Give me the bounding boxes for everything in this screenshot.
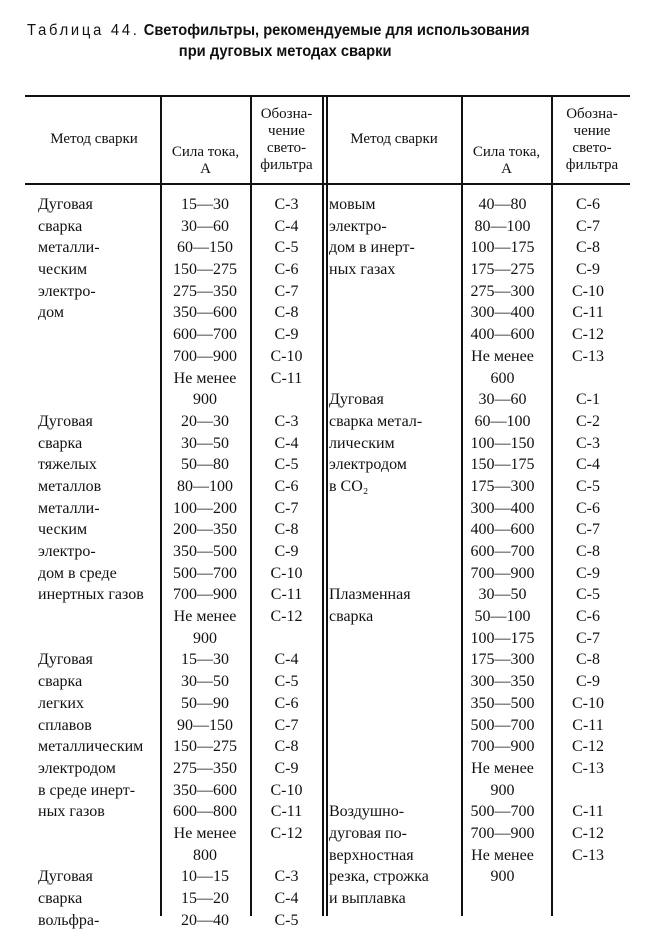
table-body (28, 194, 633, 931)
filter-cell: С-13 (572, 759, 604, 777)
filter-cell (548, 780, 628, 802)
table-number: Таблица 44. (27, 22, 140, 39)
method-cell (323, 346, 457, 368)
method-cell: в среде инерт- (38, 781, 136, 799)
method-cell (323, 736, 457, 758)
current-cell: 100—150 (470, 434, 535, 452)
current-cell: 40—80 (478, 196, 527, 213)
table-row (28, 237, 633, 259)
method-cell (28, 346, 160, 368)
current-cell: 275—350 (173, 282, 237, 300)
method-cell: Дуговая (329, 391, 384, 409)
current-cell: 150—275 (173, 261, 237, 279)
filter-cell: С-6 (274, 477, 299, 495)
method-cell: ных газах (329, 261, 396, 279)
filter-cell: С-4 (576, 456, 600, 474)
filter-cell: С-11 (270, 803, 303, 821)
filter-cell: С-3 (274, 412, 299, 430)
method-cell: ческим (38, 521, 88, 539)
current-cell: 300—400 (470, 304, 535, 322)
current-cell: 400—600 (470, 326, 535, 344)
current-cell: 500—700 (173, 564, 237, 582)
method-cell: Плазменная (329, 586, 411, 604)
current-cell (457, 910, 548, 932)
filter-cell: С-11 (270, 369, 303, 387)
table-row (28, 563, 633, 585)
filter-cell: С-5 (274, 239, 299, 257)
method-cell (28, 606, 160, 628)
method-cell (28, 389, 160, 411)
method-cell: мовым (329, 196, 376, 213)
current-cell: 80—100 (177, 477, 233, 495)
filter-cell: С-5 (274, 673, 299, 691)
method-cell: вольфра- (38, 911, 100, 929)
method-cell: сварка (329, 608, 374, 626)
current-cell: 800 (193, 846, 217, 864)
method-cell (323, 715, 457, 737)
table-row (28, 476, 633, 498)
table-row (28, 606, 633, 628)
method-cell: в CO₂ (329, 477, 369, 495)
current-cell: 700—900 (173, 586, 237, 604)
filter-cell: С-7 (576, 521, 600, 539)
method-cell (323, 519, 457, 541)
current-cell: 300—400 (470, 499, 535, 517)
method-cell (323, 368, 457, 390)
method-cell: ных газов (38, 803, 105, 821)
filter-cell: С-11 (572, 304, 604, 322)
current-cell: 350—600 (173, 304, 237, 322)
method-cell: Дуговая (38, 651, 93, 669)
method-cell (323, 910, 457, 932)
table-row (28, 649, 633, 671)
filter-cell: С-12 (572, 824, 604, 842)
table-row (28, 584, 633, 606)
method-cell: электро- (329, 217, 387, 235)
header-method-right (327, 96, 461, 183)
title-line-1: Светофильтры, рекомендуемые для использования (143, 22, 530, 39)
filter-cell: С-12 (270, 824, 303, 842)
method-cell (28, 823, 160, 845)
current-cell: 20—40 (181, 911, 229, 929)
method-cell (323, 693, 457, 715)
method-cell: металли- (38, 499, 100, 517)
filter-cell: С-4 (274, 434, 299, 452)
filter-cell: С-6 (274, 694, 299, 712)
filter-cell: С-10 (572, 694, 604, 712)
current-cell: 175—275 (470, 261, 535, 279)
method-cell (323, 498, 457, 520)
header-text: Сила тока, (171, 143, 240, 160)
table-row (28, 541, 633, 563)
filter-cell: С-6 (274, 261, 299, 279)
header-text: Обозна- (566, 105, 618, 122)
header-text: чение (573, 122, 611, 139)
header-text: Метод сварки (50, 131, 138, 147)
current-cell: 175—300 (470, 477, 535, 495)
current-cell: Не менее (173, 824, 237, 842)
method-cell: металлов (38, 477, 102, 495)
current-cell: 600—700 (173, 326, 237, 344)
filter-cell: С-13 (572, 846, 604, 864)
filter-cell: С-4 (274, 890, 299, 907)
method-cell: Воздушно- (329, 803, 405, 821)
filter-cell (548, 910, 628, 932)
header-text: фильтра (260, 156, 313, 173)
method-cell: электро- (38, 543, 96, 560)
current-cell: 20—30 (181, 412, 229, 430)
header-current-left (161, 117, 250, 204)
current-cell: 100—175 (470, 239, 535, 257)
current-cell: 275—300 (470, 282, 535, 300)
current-cell: 50—90 (181, 694, 229, 712)
current-cell: 700—900 (470, 564, 535, 582)
method-cell: сварка (38, 434, 83, 452)
filter-cell: С-12 (572, 738, 604, 756)
filter-cell: С-9 (274, 759, 299, 777)
method-cell: тяжелых (38, 456, 97, 474)
current-cell: 600—700 (470, 543, 535, 560)
method-cell: электродом (38, 759, 116, 777)
table-row (28, 801, 633, 823)
method-cell: дом (38, 304, 64, 322)
method-cell (323, 671, 457, 693)
method-cell: и выплавка (329, 890, 406, 907)
method-cell: сварка метал- (329, 412, 423, 430)
method-cell (323, 649, 457, 671)
filter-cell: С-3 (274, 196, 299, 213)
header-text: Сила тока, (472, 143, 541, 160)
current-cell: 30—50 (181, 434, 229, 452)
method-cell (323, 324, 457, 346)
filter-cell: С-5 (576, 586, 600, 604)
method-cell: сплавов (38, 716, 92, 734)
filter-cell: С-12 (572, 326, 604, 344)
table-row (28, 628, 633, 650)
current-cell: 900 (193, 629, 217, 647)
method-cell: легких (38, 694, 84, 712)
filter-cell: С-9 (576, 564, 600, 582)
table-row (28, 194, 633, 216)
filter-cell: С-7 (576, 217, 600, 235)
current-cell: 900 (490, 781, 515, 799)
method-cell (28, 324, 160, 346)
current-cell: 30—50 (478, 586, 527, 604)
method-cell: инертных газов (38, 586, 144, 604)
current-cell: Не менее (471, 846, 534, 864)
header-text: свето- (572, 139, 612, 156)
method-cell: сварка (38, 890, 83, 907)
table-row (28, 823, 633, 845)
filter-cell: С-4 (274, 217, 299, 235)
filter-cell: С-8 (576, 651, 600, 669)
table-row (28, 866, 633, 888)
method-cell: дом в инерт- (329, 239, 415, 257)
current-cell: 15—30 (181, 651, 229, 669)
current-cell: Не менее (173, 369, 237, 387)
current-cell: 100—175 (470, 629, 535, 647)
method-cell: ческим (38, 261, 88, 279)
filter-cell: С-8 (274, 521, 299, 539)
method-cell: дуговая по- (329, 824, 407, 842)
filter-cell: С-6 (576, 196, 600, 213)
filter-cell: С-7 (576, 629, 600, 647)
filter-cell (548, 368, 628, 390)
filter-cell: С-9 (274, 543, 299, 560)
filter-cell: С-7 (274, 282, 299, 300)
current-cell: 200—350 (173, 521, 237, 539)
header-text: Метод сварки (350, 131, 438, 147)
current-cell: 60—100 (474, 412, 531, 430)
filter-cell: С-11 (572, 803, 604, 821)
method-cell: лическим (329, 434, 395, 452)
table-row (28, 498, 633, 520)
filter-cell: С-7 (274, 499, 299, 517)
current-cell (457, 888, 548, 910)
current-cell: 600 (490, 369, 515, 387)
filter-cell: С-13 (572, 347, 604, 365)
header-filter-right (552, 96, 632, 183)
current-cell: 30—50 (181, 673, 229, 691)
method-cell (323, 563, 457, 585)
method-cell: металлическим (38, 738, 144, 756)
method-cell (28, 628, 160, 650)
method-cell: дом в среде (38, 564, 117, 582)
current-cell: Не менее (471, 347, 534, 365)
filter-cell (548, 866, 628, 888)
title-line-2: при дуговых методах сварки (178, 43, 392, 60)
current-cell: 30—60 (181, 217, 229, 235)
current-cell: 100—200 (173, 499, 237, 517)
current-cell: 50—80 (181, 456, 229, 474)
filter-cell: С-10 (270, 781, 303, 799)
filter-cell: С-9 (576, 673, 600, 691)
table-row (28, 910, 633, 932)
table-row (28, 888, 633, 910)
table-title (27, 20, 579, 62)
method-cell: Дуговая (38, 196, 93, 213)
method-cell: Дуговая (38, 868, 93, 886)
filter-cell (250, 628, 323, 650)
table-row (28, 780, 633, 802)
method-cell: сварка (38, 217, 83, 235)
current-cell: 80—100 (474, 217, 531, 235)
current-cell: 175—300 (470, 651, 535, 669)
current-cell: 700—900 (470, 824, 535, 842)
method-cell (323, 302, 457, 324)
filter-cell: С-4 (274, 651, 299, 669)
current-cell: 90—150 (177, 716, 233, 734)
filter-cell: С-3 (274, 868, 299, 886)
header-text: свето- (266, 139, 307, 156)
table-row (28, 346, 633, 368)
filter-cell: С-3 (576, 434, 600, 452)
method-cell (28, 845, 160, 867)
filter-cell: С-10 (572, 282, 604, 300)
method-cell (28, 368, 160, 390)
filter-cell: С-11 (270, 586, 303, 604)
method-cell: Дуговая (38, 412, 93, 430)
current-cell: 900 (193, 391, 217, 409)
table-row (28, 302, 633, 324)
filter-cell: С-8 (576, 239, 600, 257)
filter-cell: С-8 (274, 738, 299, 756)
method-cell (323, 628, 457, 650)
filter-cell: С-10 (270, 347, 303, 365)
table-row (28, 216, 633, 238)
current-cell: 60—150 (177, 239, 233, 257)
current-cell: Не менее (471, 759, 534, 777)
filter-cell: С-5 (274, 456, 299, 474)
current-cell: 10—15 (181, 868, 229, 886)
filter-cell: С-9 (274, 326, 299, 344)
method-cell: сварка (38, 673, 83, 691)
table-row (28, 715, 633, 737)
method-cell: резка, строжка (329, 868, 429, 886)
current-cell: Не менее (173, 608, 237, 626)
method-cell: электро- (38, 282, 96, 300)
filter-cell (250, 845, 323, 867)
filter-cell: С-7 (274, 716, 299, 734)
filter-cell: С-1 (576, 391, 600, 409)
filter-cell (250, 389, 323, 411)
header-text: фильтра (565, 156, 619, 173)
method-cell (323, 541, 457, 563)
header-text: чение (268, 122, 305, 139)
filter-cell: С-5 (576, 477, 600, 495)
current-cell: 275—350 (173, 759, 237, 777)
table-row (28, 324, 633, 346)
current-cell: 350—500 (173, 543, 237, 560)
method-cell: металли- (38, 239, 100, 257)
header-method-left (28, 96, 160, 183)
current-cell: 700—900 (173, 347, 237, 365)
table-row (28, 433, 633, 455)
method-cell (323, 281, 457, 303)
header-text: А (200, 160, 211, 177)
current-cell: 15—20 (181, 890, 229, 907)
filter-cell: С-6 (576, 608, 600, 626)
table-row (28, 693, 633, 715)
table-row (28, 845, 633, 867)
method-cell: электродом (329, 456, 407, 474)
filter-cell: С-12 (270, 608, 303, 626)
filter-cell: С-8 (274, 304, 299, 322)
method-cell (323, 758, 457, 780)
header-filter-left (251, 96, 322, 183)
table-row (28, 281, 633, 303)
header-text: Обозна- (260, 105, 313, 122)
filter-cell: С-2 (576, 412, 600, 430)
filter-cell (548, 888, 628, 910)
filter-cell: С-5 (274, 911, 299, 929)
table-row (28, 736, 633, 758)
current-cell: 150—175 (470, 456, 535, 474)
current-cell: 350—600 (173, 781, 237, 799)
filter-cell: С-8 (576, 543, 600, 560)
header-text: А (501, 160, 512, 177)
table-row (28, 454, 633, 476)
current-cell: 350—500 (470, 694, 535, 712)
current-cell: 900 (490, 868, 515, 886)
current-cell: 15—30 (181, 196, 229, 213)
current-cell: 150—275 (173, 738, 237, 756)
current-cell: 300—350 (470, 673, 535, 691)
current-cell: 600—800 (173, 803, 237, 821)
table-row (28, 671, 633, 693)
current-cell: 500—700 (470, 803, 535, 821)
current-cell: 500—700 (470, 716, 535, 734)
current-cell: 700—900 (470, 738, 535, 756)
filter-cell: С-10 (270, 564, 303, 582)
table-row (28, 519, 633, 541)
table-row (28, 389, 633, 411)
method-cell (323, 780, 457, 802)
table-row (28, 758, 633, 780)
current-cell: 30—60 (478, 391, 527, 409)
table-row (28, 259, 633, 281)
method-cell: верхностная (329, 846, 414, 864)
header-current-right (462, 117, 551, 204)
table-row (28, 411, 633, 433)
current-cell: 400—600 (470, 521, 535, 539)
filter-cell: С-11 (572, 716, 604, 734)
filter-cell: С-6 (576, 499, 600, 517)
filter-cell: С-9 (576, 261, 600, 279)
current-cell: 50—100 (474, 608, 531, 626)
table-row (28, 368, 633, 390)
